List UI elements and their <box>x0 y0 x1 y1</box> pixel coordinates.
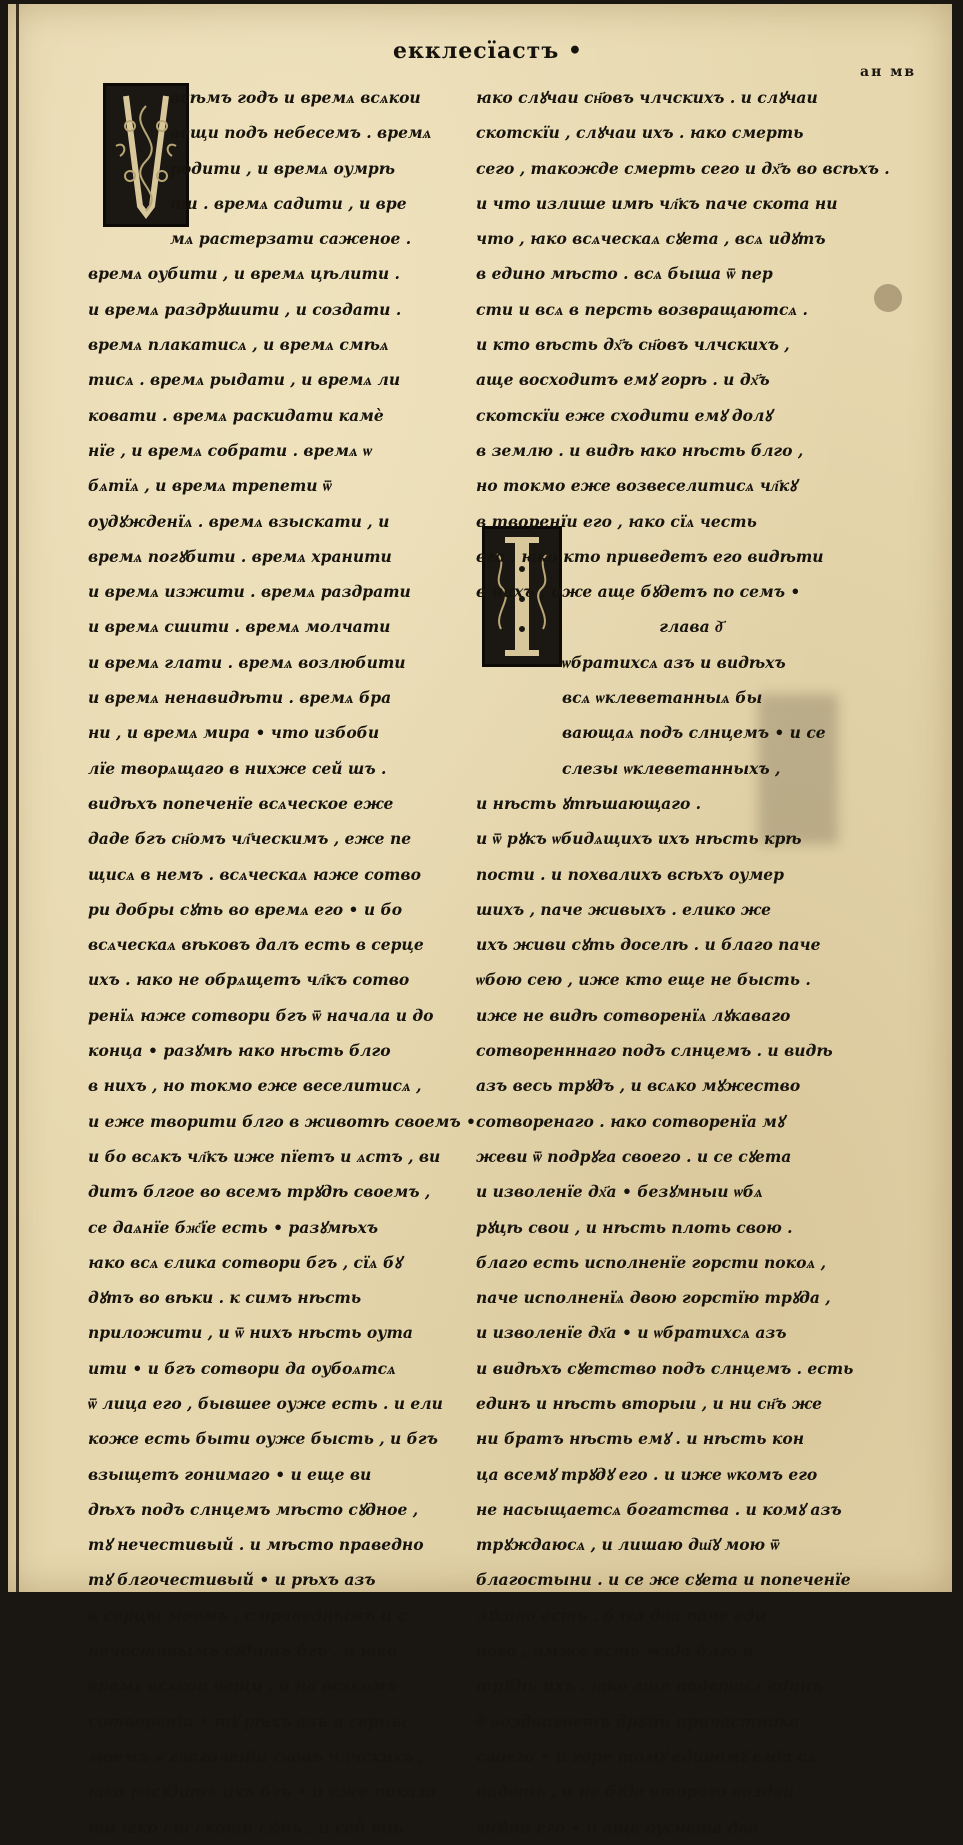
running-head: екклесїастъ • <box>393 38 583 64</box>
text-line: ꙗко расꙋдитъ ихъ бгъ • и еже показа <box>88 1782 437 1802</box>
text-line: дꙋтъ во вѣки . к симъ нѣсть <box>88 1288 362 1308</box>
text-line: ихъ . ꙗко не обрѧщетъ чл҃къ сотво <box>88 970 410 990</box>
text-line: и нѣсть ꙋтѣшающаго . <box>476 793 702 813</box>
text-line: коже есть быти оуже бысть , и бгъ <box>88 1429 438 1449</box>
text-line: всѣмъ годъ и времѧ всѧкои <box>170 88 421 107</box>
text-line: лїе творѧщаго в нихже сей шъ . <box>88 758 387 778</box>
text-line: ѿ лица его , бывшее оуже есть . и ели <box>88 1393 443 1413</box>
text-line: не насыщаетсѧ богатства . и комꙋ азъ <box>476 1499 842 1519</box>
text-line: вающаѧ подъ слнцемъ • и се <box>562 723 826 743</box>
text-line: и еже творити блго в животѣ своемъ • <box>88 1111 476 1131</box>
text-line: гнꙋти его • и аще оуснета два <box>476 1817 759 1837</box>
text-line: сего , такожде смерть сего и дх҃ъ во всѣхъ . <box>476 158 890 178</box>
text-line: ихъ живи сꙋть доселѣ . и благо паче <box>476 935 821 955</box>
text-line: скотскїи , слꙋчаи ихъ . ꙗко смерть <box>476 123 804 143</box>
text-line: ꙗко слꙋчаи сн҃овъ члчскихъ . и слꙋчаи <box>476 88 818 107</box>
text-line: аще восходитъ емꙋ горѣ . и дх҃ъ <box>476 370 770 390</box>
text-line: и времѧ раздрꙋшити , и создати . <box>88 299 402 319</box>
text-line: вещи подъ небесемъ . времѧ <box>170 123 432 143</box>
text-line: сти и всѧ в персть возвращаютсѧ . <box>476 299 808 319</box>
text-line: и времѧ сшити . времѧ молчати <box>88 617 391 637</box>
text-line: жеви ѿ подрꙋга своего . и се сꙋета <box>476 1146 792 1166</box>
text-line: иже не видѣ сотворенїѧ лꙋкаваго <box>476 1005 791 1025</box>
text-line: что , ꙗко всѧческаѧ сꙋета , всѧ идꙋтъ <box>476 229 826 249</box>
folio-number: ан мв <box>860 64 917 80</box>
chapter-heading: глава д҃ <box>659 617 723 637</box>
text-line: и видѣхъ сꙋетство подъ слнцемъ . есть <box>476 1358 854 1378</box>
text-line: единъ и нѣсть вторыи , и ни сн҃ъ же <box>476 1393 822 1413</box>
text-line: дитъ блгое во всемъ трꙋдѣ своемъ , <box>88 1182 431 1202</box>
text-line: времѧ всѧкои вещи , и на всѧкомъ <box>88 1676 398 1696</box>
text-line: паче исполненїѧ двою горстїю трꙋда , <box>476 1288 831 1308</box>
text-line: времѧ оубити , и времѧ цѣлити . <box>88 264 400 284</box>
text-line: пости . и похвалихъ всѣхъ оумер <box>476 864 785 884</box>
text-line: дѣхъ подъ слнцемъ мѣсто сꙋдное , <box>88 1499 419 1519</box>
text-line: шихъ , паче живыхъ . елико же <box>476 899 771 919</box>
text-line: в едино мѣсто . всѧ быша ѿ пер <box>476 264 773 284</box>
text-line: и времѧ изжити . времѧ раздрати <box>88 582 411 602</box>
text-line: ца всемꙋ трꙋдꙋ его . и иже ѡкомъ его <box>476 1464 818 1484</box>
text-line: и что излише имѣ чл҃къ паче скота ни <box>476 193 838 213</box>
text-line: и кто вѣсть дх҃ъ сн҃овъ члчскихъ , <box>476 335 790 355</box>
text-line: наго , имже есть мзда блга в <box>476 1641 754 1661</box>
text-line: ѿ воздвигнетъ дрꙋгїи причастника <box>476 1711 800 1731</box>
binding-gutter <box>16 4 19 1592</box>
text-line: лꙋкаво есть . блга два паче еди <box>476 1605 766 1625</box>
text-line: се даѧнїе бж҃їе есть • разꙋмѣхъ <box>88 1217 378 1237</box>
text-line: оудꙋжденїѧ . времѧ взыскати , и <box>88 511 390 531</box>
text-line: в серцы моемъ , с праведнымъ и с <box>88 1605 407 1625</box>
text-line: тисѧ . времѧ рыдати , и времѧ ли <box>88 370 401 390</box>
text-line: сотворенаго . ꙗко сотворенїа мꙋ <box>476 1111 785 1131</box>
text-line: и времѧ ненавидѣти . времѧ бра <box>88 688 392 708</box>
text-line: но токмо еже возвеселитисѧ чл҃кꙋ <box>476 476 797 496</box>
text-line: и времѧ глати . времѧ возлюбити <box>88 652 406 672</box>
text-line: в нихъ , но токмо еже веселитисѧ , <box>88 1076 422 1096</box>
text-line: падетъ , и не бꙋде втораго воздви <box>476 1782 795 1802</box>
text-line: видѣхъ попеченїе всѧческое еже <box>88 793 394 813</box>
text-line: сотворенннаго подъ слнцемъ . и видѣ <box>476 1041 833 1061</box>
text-column-right <box>476 80 890 1845</box>
text-line: ковати . времѧ раскидати камѐ <box>88 405 384 425</box>
text-column-left <box>88 80 476 1845</box>
text-line: в творенїи его , ꙗко сїѧ честь <box>476 511 757 531</box>
text-line: трꙋдѣ ихъ . ꙗко аще падетасѧ единъ <box>476 1676 823 1696</box>
text-line: в нихъ , иже аще бꙋдетъ по семъ • <box>476 582 801 602</box>
text-line: и бо всѧкъ чл҃къ иже пїетъ и ѧстъ , ви <box>88 1146 441 1166</box>
text-line: взыщетъ гонимаго • и еще ви <box>88 1464 372 1484</box>
text-line: ни , и времѧ мира • что избоби <box>88 723 380 743</box>
text-line: ни братъ нѣсть емꙋ . и нѣсть кон <box>476 1429 805 1449</box>
text-line: ренїѧ ꙗже сотвори бгъ ѿ начала и до <box>88 1005 434 1025</box>
text-line: сотворенїи • тꙋ рѣхъ азъ в серцы <box>88 1711 408 1731</box>
text-line: ѡбратихсѧ азъ и видѣхъ <box>562 652 786 672</box>
text-line: всѧческаѧ вѣковъ далъ есть в серце <box>88 935 424 955</box>
text-line: нїе , и времѧ собрати . времѧ ѡ <box>88 440 372 460</box>
text-line: даде бгъ сн҃омъ чл҃ческимъ , еже пе <box>88 829 412 849</box>
text-line: ꙗко всѧ єлика сотвори бгъ , сїѧ бꙋ <box>88 1252 402 1272</box>
text-line: моемъ ѡ глаголанїи сн҃овъ члчскихъ , <box>88 1746 425 1766</box>
text-line: нечестивымъ сꙋдитъ бгъ . и ꙗко <box>88 1641 398 1661</box>
text-line: его . ꙗко кто приведетъ его видѣти <box>476 546 824 566</box>
text-line: благо есть исполненїе горсти покоѧ , <box>476 1252 826 1272</box>
text-line: ити • и бгъ сотвори да оубоѧтсѧ <box>88 1358 396 1378</box>
text-line: ти ꙗко сїи скоти сꙋть , и сей тѣ <box>88 1817 404 1837</box>
text-line: своего • и горе томꙋ единомꙋ егда сѧ <box>476 1746 816 1766</box>
text-line: и изволенїе дх҃а • безꙋмныи ѡбѧ <box>476 1182 763 1202</box>
text-line: времѧ плакатисѧ , и времѧ смѣѧ <box>88 335 389 355</box>
text-line: родити , и времѧ оумрѣ <box>170 158 395 178</box>
text-line: всѧ ѡклеветанныѧ бы <box>562 688 763 708</box>
text-line: в землю . и видѣ ꙗко нѣсть блго , <box>476 440 804 460</box>
text-line: и изволенїе дх҃а • и ѡбратихсѧ азъ <box>476 1323 787 1343</box>
text-line: слезы ѡклеветанныхъ , <box>562 758 781 778</box>
text-line: тꙋ блгочестивый • и рѣхъ азъ <box>88 1570 376 1590</box>
text-line: скотскїи еже сходити емꙋ долꙋ <box>476 405 772 425</box>
text-line: азъ весь трꙋдъ , и всѧко мꙋжество <box>476 1076 801 1096</box>
text-line: благостыни . и се же сꙋета и попеченїе <box>476 1570 851 1590</box>
text-line: приложити , и ѿ нихъ нѣсть оута <box>88 1323 413 1343</box>
text-line: бѧтїѧ , и времѧ трепети ѿ <box>88 476 332 496</box>
text-line: конца • разꙋмѣ ꙗко нѣсть блго <box>88 1041 391 1061</box>
text-line: ри добры сꙋть во времѧ его • и бо <box>88 899 403 919</box>
text-line: ти . времѧ садити , и вре <box>170 193 407 213</box>
page-stain <box>874 284 902 312</box>
manuscript-page <box>8 4 952 1837</box>
text-line: тꙋ нечестивый . и мѣсто праведно <box>88 1535 424 1555</box>
text-line: времѧ погꙋбити . времѧ хранити <box>88 546 392 566</box>
text-line: щисѧ в немъ . всѧческаѧ ꙗже сотво <box>88 864 421 884</box>
text-line: рꙋцѣ свои , и нѣсть плоть свою . <box>476 1217 793 1237</box>
text-line: трꙋждаюсѧ , и лишаю дш҃ꙋ мою ѿ <box>476 1535 780 1555</box>
text-line: ѡбою сею , иже кто еще не бысть . <box>476 970 811 990</box>
text-line: и ѿ рꙋкъ ѡбидѧщихъ ихъ нѣсть крѣ <box>476 829 802 849</box>
text-line: мѧ растерзати саженое . <box>170 229 412 249</box>
